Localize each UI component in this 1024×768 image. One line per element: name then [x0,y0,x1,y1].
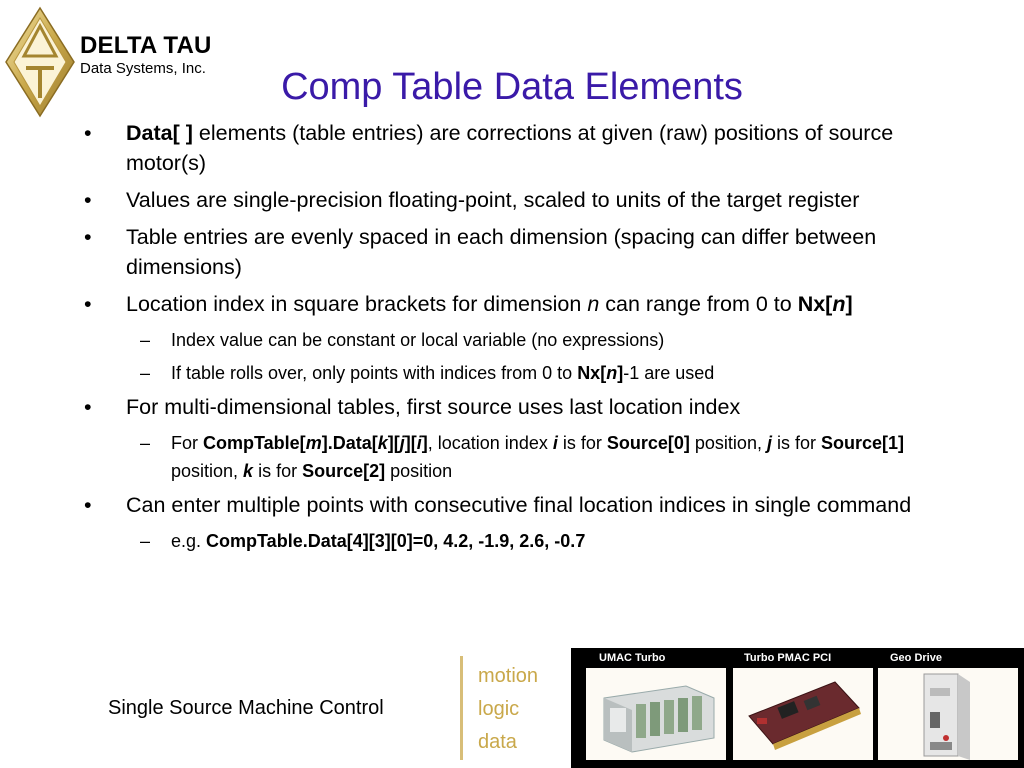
text-run: ] [845,292,853,316]
text-run: ].Data[ [321,433,378,453]
text-run: For multi-dimensional tables, first source uses last location index [126,395,741,419]
text-run: Table entries are evenly spaced in each dimension (spacing can differ between dimensions) [126,225,883,279]
sub-bullet-marker: – [140,330,151,350]
sub-bullet-marker: – [140,433,151,453]
bullet-marker: • [84,292,92,316]
product-label-pmac-pci: Turbo PMAC PCI [744,652,832,664]
footer-word-data: data [478,731,517,753]
text-run: is for [253,461,303,481]
text-run: i [552,433,558,453]
text-run: Values are single-precision floating-point, scaled to units of the target register [126,188,860,212]
bullet-marker: • [84,225,92,249]
product-strip [571,648,1024,768]
text-run: can range from 0 to [599,292,798,316]
bullet-text [171,433,909,481]
bullet-text [171,330,664,350]
bullet-text [126,188,859,212]
text-run: Can enter multiple points with consecutive final location indices in single command [126,493,912,517]
slide-title: Comp Table Data Elements [281,66,743,108]
text-run: Source[2] [302,461,386,481]
footer-words [478,660,538,759]
bullet-marker: • [84,121,92,145]
footer-tagline: Single Source Machine Control [108,697,384,719]
text-run: For [171,433,204,453]
bullet-item [84,289,944,319]
bullet-marker: • [84,188,92,212]
text-run: e.g. [171,531,207,551]
text-run: position, [171,433,910,481]
text-run: ][ [404,433,417,453]
text-run: is for [557,433,607,453]
text-run: j [399,433,405,453]
product-label-umac: UMAC Turbo [599,652,666,664]
text-run: i [416,433,422,453]
text-run: -1 are used [623,363,715,383]
text-run: If table rolls over, only points with indices from 0 to [171,363,578,383]
text-run: ] [421,433,428,453]
text-run: Index value can be constant or local variable (no expressions) [171,330,665,350]
bullet-item [84,490,944,520]
bullet-item [84,118,944,178]
sub-bullet-item [84,359,944,387]
turbo-pmac-pci-image [733,668,873,760]
bullet-marker: • [84,493,92,517]
geo-drive-image [878,668,1018,760]
text-run: , location index [427,433,553,453]
text-run: ][ [387,433,400,453]
text-run: n [587,292,600,316]
text-run: position [385,461,453,481]
footer-word-logic: logic [478,698,520,720]
text-run: Nx[ [577,363,607,383]
text-run: is for [771,433,821,453]
text-run: m [305,433,322,453]
text-run: CompTable.Data[4][3][0]=0, 4.2, -1.9, 2.6, -0.7 [206,531,586,551]
sub-bullet-item [84,326,944,354]
sub-bullet-marker: – [140,363,151,383]
text-run: Source[0] [606,433,690,453]
text-run: k [243,461,254,481]
brand-name: DELTA TAU [80,32,212,59]
text-run: j [766,433,772,453]
bullet-text [126,493,911,517]
text-run: Data[ ] [126,121,193,145]
footer-word-motion: motion [478,665,539,687]
bullet-marker: • [84,395,92,419]
text-run: position, [689,433,767,453]
bullet-item [84,392,944,422]
bullet-item [84,222,944,282]
sub-bullet-marker: – [140,531,151,551]
bullet-text [126,292,853,316]
text-run: Location index in square brackets for dimension [126,292,588,316]
text-run: n [606,363,618,383]
bullet-list [84,118,944,560]
sub-bullet-item [84,527,944,555]
text-run: Nx[ [797,292,833,316]
bullet-text [126,225,882,279]
text-run: CompTable[ [203,433,306,453]
footer-divider [460,656,463,760]
text-run: k [377,433,388,453]
sub-bullet-item [84,429,944,485]
bullet-text [126,395,740,419]
text-run: n [832,292,846,316]
text-run: elements (table entries) are corrections at given (raw) positions of source motor(s) [126,121,900,175]
bullet-text [171,363,714,383]
text-run: ] [617,363,624,383]
umac-turbo-image [586,668,726,760]
brand-subtitle: Data Systems, Inc. [80,60,206,77]
bullet-text [171,531,585,551]
text-run: Source[1] [820,433,905,453]
product-label-geo-drive: Geo Drive [890,652,942,664]
bullet-text [126,121,899,175]
bullet-item [84,185,944,215]
